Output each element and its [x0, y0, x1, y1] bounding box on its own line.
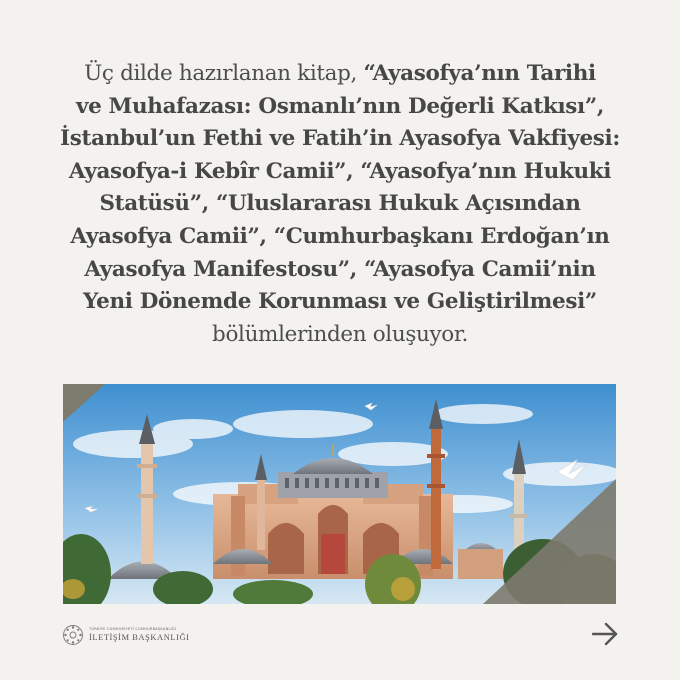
intro-text: Üç dilde hazırlanan kitap,	[84, 61, 364, 86]
body-paragraph	[40, 58, 640, 351]
title-line-2: ve Muhafazası: Osmanlı’nın Değerli Katkısı”,	[75, 93, 605, 119]
title-line-6: Ayasofya Camii”, “Cumhurbaşkanı Erdoğan’ın	[70, 223, 610, 249]
logo-title: İLETİŞİM BAŞKANLIĞI	[89, 633, 190, 642]
logo-subtitle: TÜRKİYE CUMHURİYETİ CUMHURBAŞKANLIĞI	[89, 627, 177, 631]
title-line-3: İstanbul’un Fethi ve Fatih’in Ayasofya Vakfiyesi:	[60, 126, 620, 152]
title-line-7: Ayasofya Manifestosu”, “Ayasofya Camii’nin	[84, 256, 596, 282]
title-line-8: Yeni Dönemde Korunması ve Geliştirilmesi”	[83, 289, 597, 315]
iletisim-baskanligi-emblem-icon	[62, 624, 84, 646]
arrow-right-icon[interactable]	[590, 621, 620, 647]
title-line-4: Ayasofya-i Kebîr Camii”, “Ayasofya’nın Hukuki	[68, 158, 612, 184]
hagia-sophia-photo	[63, 384, 616, 604]
title-line-1: “Ayasofya’nın Tarihi	[363, 61, 596, 86]
outro-text: bölümlerinden oluşuyor.	[212, 321, 468, 347]
iletisim-baskanligi-logo	[62, 624, 192, 648]
title-line-5: Statüsü”, “Uluslararası Hukuk Açısından	[99, 191, 581, 217]
